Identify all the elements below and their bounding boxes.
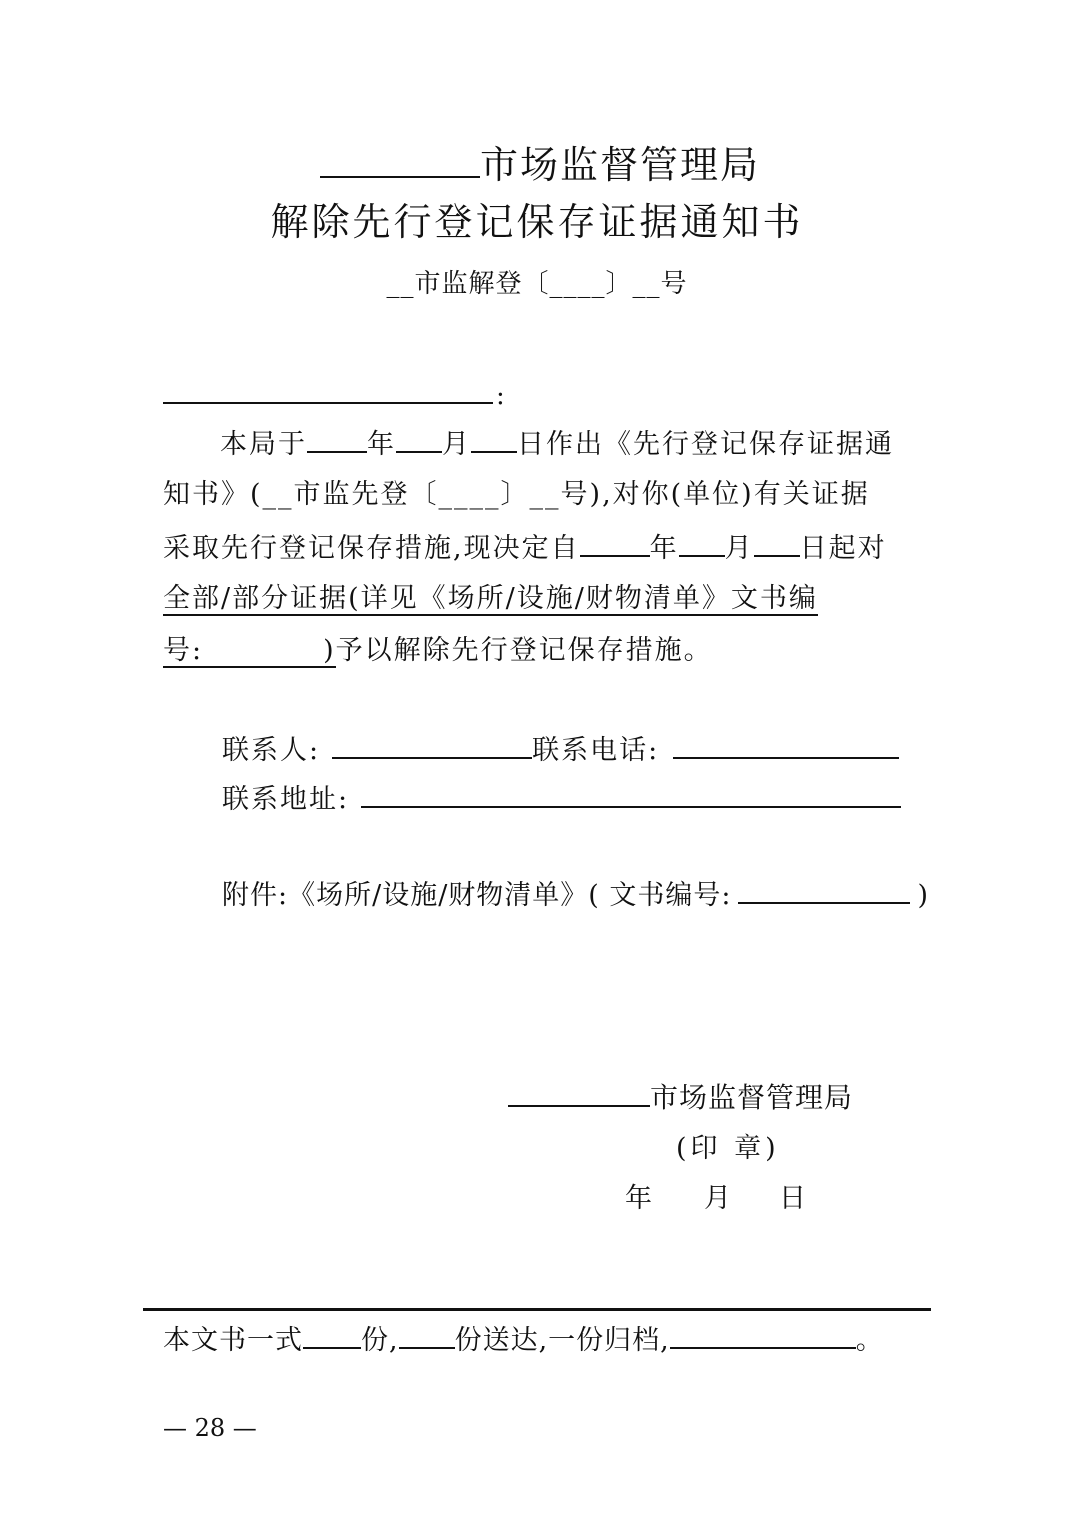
contact-address-blank xyxy=(361,780,901,808)
body-text: 日作出《先行登记保存证据通 xyxy=(517,429,894,460)
document-number: __市监解登〔____〕__号 xyxy=(386,269,688,299)
day-blank xyxy=(754,529,800,557)
page-number: — 28 — xyxy=(163,1414,257,1442)
year-blank xyxy=(580,529,650,557)
underlined-text: 全部/部分证据(详见《场所/设施/财物清单》文书编 xyxy=(163,583,818,614)
copies-served-blank xyxy=(399,1321,455,1349)
recipient-blank xyxy=(163,402,493,404)
body-text: 采取先行登记保存措施,现决定自 xyxy=(163,533,580,564)
body-text: 本局于 xyxy=(220,429,307,460)
month-blank xyxy=(679,529,725,557)
signature-date xyxy=(625,1181,806,1217)
attachment-label: 附件:《场所/设施/财物清单》( 文书编号: xyxy=(222,880,732,911)
contact-phone-blank xyxy=(673,731,899,759)
footer-rule xyxy=(143,1308,931,1311)
underlined-text: 号: ) xyxy=(163,635,336,666)
contact-line-1 xyxy=(222,731,899,769)
body-line-1 xyxy=(220,425,920,463)
body-line-5 xyxy=(163,633,913,669)
body-line-2: 知书》(__市监先登〔____〕__号),对你(单位)有关证据 xyxy=(163,479,870,510)
body-line-4 xyxy=(163,581,913,617)
copies-text: 本文书一式 xyxy=(163,1325,303,1356)
body-text: 日起对 xyxy=(799,533,887,564)
copies-text: 份, xyxy=(361,1325,399,1356)
contact-person-blank xyxy=(332,731,532,759)
day-blank xyxy=(471,425,517,453)
month-label: 月 xyxy=(724,533,754,564)
signature-bureau-suffix: 市场监督管理局 xyxy=(650,1081,854,1114)
month-blank xyxy=(396,425,442,453)
date-year-label: 年 xyxy=(625,1183,652,1214)
document-title: 解除先行登记保存证据通知书 xyxy=(270,200,804,244)
bureau-name-blank xyxy=(320,140,480,178)
copies-total-blank xyxy=(303,1321,361,1349)
signature-bureau-line xyxy=(508,1079,853,1116)
recipient-colon: : xyxy=(496,381,505,411)
header-bureau-line xyxy=(320,140,760,187)
date-month-label: 月 xyxy=(704,1183,731,1214)
contact-person-label: 联系人: xyxy=(222,735,321,766)
seal-label: (印 章) xyxy=(676,1133,780,1164)
body-line-3 xyxy=(163,529,913,567)
archive-blank xyxy=(670,1321,856,1349)
date-day-label: 日 xyxy=(779,1183,806,1214)
copies-line xyxy=(163,1321,884,1359)
header-bureau-suffix: 市场监督管理局 xyxy=(480,143,761,187)
contact-line-2 xyxy=(222,780,901,818)
contact-phone-label: 联系电话: xyxy=(532,735,660,766)
attachment-line xyxy=(222,876,929,914)
body-text: 予以解除先行登记保存措施。 xyxy=(335,635,713,666)
year-label: 年 xyxy=(367,429,396,460)
attachment-close: ) xyxy=(917,880,930,911)
year-blank xyxy=(307,425,367,453)
contact-address-label: 联系地址: xyxy=(222,784,350,815)
copies-text: 份送达,一份归档, xyxy=(454,1325,670,1356)
month-label: 月 xyxy=(442,429,471,460)
signature-bureau-blank xyxy=(508,1079,650,1107)
year-label: 年 xyxy=(649,533,679,564)
copies-end: 。 xyxy=(855,1325,884,1356)
attachment-number-blank xyxy=(738,876,910,904)
